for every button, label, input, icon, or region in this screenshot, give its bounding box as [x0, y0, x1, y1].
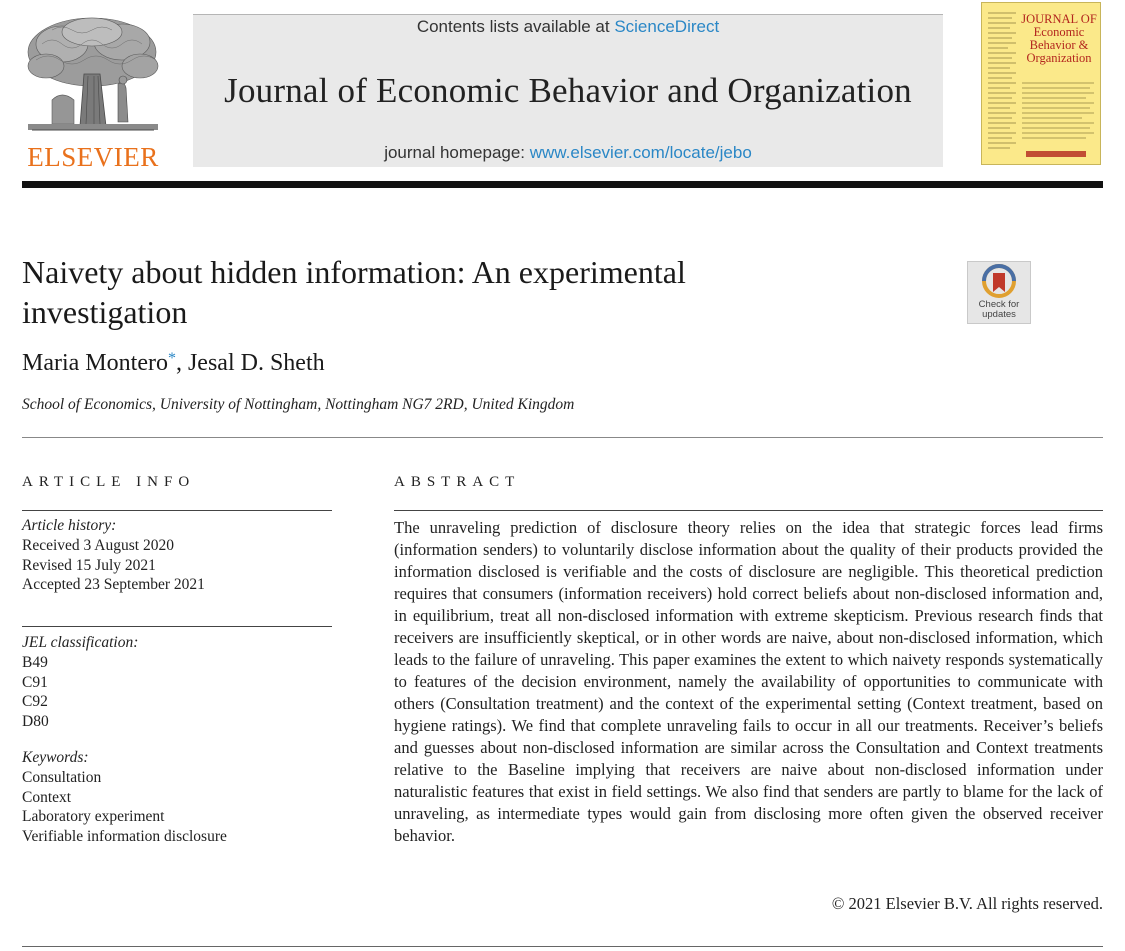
keyword[interactable]: Verifiable information disclosure [22, 828, 227, 846]
jel-code[interactable]: C91 [22, 673, 48, 691]
sciencedirect-link[interactable]: ScienceDirect [614, 17, 720, 36]
article-history [22, 516, 332, 595]
author-name[interactable]: Jesal D. Sheth [187, 350, 325, 376]
keyword[interactable]: Context [22, 788, 72, 806]
abstract-heading: ABSTRACT [394, 474, 521, 490]
revised-date: Revised 15 July 2021 [22, 556, 156, 574]
article-info-rule [22, 510, 332, 511]
elsevier-logo [22, 14, 164, 172]
corresponding-author-mark[interactable]: * [167, 350, 176, 367]
history-label: Article history: [22, 517, 117, 534]
accepted-date: Accepted 23 September 2021 [22, 576, 205, 594]
check-updates-line2: updates [982, 309, 1016, 320]
section-divider [22, 437, 1103, 438]
keywords-label: Keywords: [22, 749, 89, 766]
jel-code[interactable]: D80 [22, 713, 49, 731]
keyword[interactable]: Consultation [22, 768, 102, 786]
check-updates-icon [968, 262, 1030, 302]
abstract-text: The unraveling prediction of disclosure theory relies on the idea that strategic forces lead firms (information senders) to voluntarily disclose information about the quality of their products provided the information disclosed is verifiable and the costs of disclosure are negligible. This theoretical prediction requires that consumers (information receivers) hold correct beliefs about non-disclosed information and, in equilibrium, treat all non-disclosed information with extreme skepticism. Previous research finds that receivers are insufficiently skeptical, or in other words are naive, about non-disclosed information, which leads to the failure of unraveling. This paper examines the extent to which naivety responds systematically to features of the decision environment, namely the availability of opportunities to communicate with others (Consultation treatment) and the context of the experimental setting (Context treatment, based on hygiene ratings). We find that complete unraveling fails to occur in all our treatments. Receiver’s beliefs and guesses about non-disclosed information are similar across the Consultation and Context treatments relative to the Baseline implying that receivers are naive about non-disclosed information under naturalistic features that exist in field settings. We also find that senders are partly to blame for the lack of unraveling, as intermediate types would gain from disclosing more often given the observed receiver behavior. [394, 518, 1103, 845]
homepage-line [193, 143, 943, 163]
header-divider [22, 181, 1103, 188]
author-list [22, 350, 325, 377]
journal-cover-thumbnail[interactable] [981, 2, 1101, 165]
jel-code[interactable]: C92 [22, 693, 48, 711]
affiliation: School of Economics, University of Nottingham, Nottingham NG7 2RD, United Kingdom [22, 396, 575, 413]
cover-title: JOURNAL OF Economic Behavior & Organization [1021, 12, 1097, 65]
journal-banner [193, 14, 943, 167]
author-separator: , [175, 350, 188, 376]
jel-rule [22, 626, 332, 627]
article-title-line2: investigation [22, 294, 188, 330]
keywords [22, 748, 332, 847]
journal-homepage-link[interactable]: www.elsevier.com/locate/jebo [529, 143, 752, 162]
article-info-heading: ARTICLE INFO [22, 474, 196, 490]
check-for-updates-button[interactable] [967, 261, 1031, 324]
publisher-logo-text: ELSEVIER [27, 142, 159, 172]
jel-label: JEL classification: [22, 634, 139, 651]
contents-prefix: Contents lists available at [416, 17, 615, 36]
copyright-notice: © 2021 Elsevier B.V. All rights reserved. [831, 894, 1103, 913]
contents-line [193, 17, 943, 37]
tree-icon [22, 14, 164, 142]
article-title [22, 252, 922, 332]
journal-title: Journal of Economic Behavior and Organization [224, 71, 912, 110]
jel-classification [22, 633, 332, 732]
check-updates-line1: Check for [978, 299, 1020, 310]
keyword[interactable]: Laboratory experiment [22, 808, 165, 826]
article-title-line1: Naivety about hidden information: An experimental [22, 254, 686, 290]
footer-divider [22, 946, 1103, 947]
abstract-rule [394, 510, 1103, 511]
check-updates-label [968, 300, 1030, 320]
received-date: Received 3 August 2020 [22, 536, 174, 554]
homepage-prefix: journal homepage: [384, 143, 530, 162]
author-name[interactable]: Maria Montero [22, 350, 168, 376]
jel-code[interactable]: B49 [22, 653, 48, 671]
